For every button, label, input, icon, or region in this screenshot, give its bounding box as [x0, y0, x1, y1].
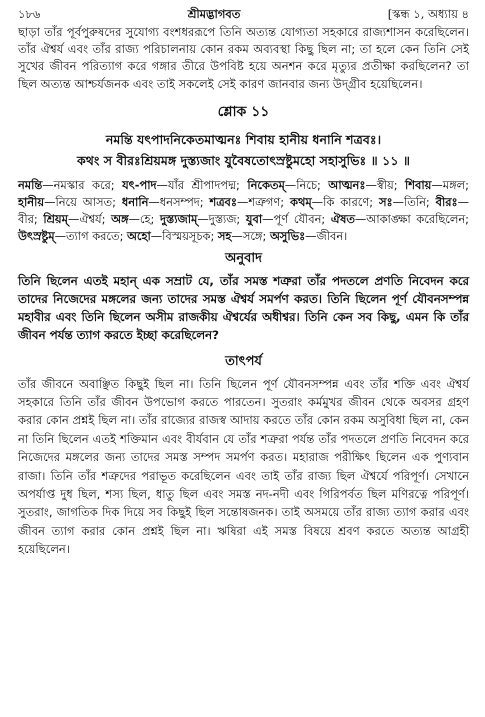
synonym-meaning: মঙ্গল [442, 177, 466, 192]
synonym-word: অসুভিঃ [269, 229, 306, 244]
synonym-word: সঃ [379, 195, 393, 210]
synonym-word: অহো [127, 229, 151, 244]
verse-line-2: কথং স বীরঃশ্রিয়মঙ্গ দুস্ত্যজাং যুবৈষতোৎস্রষ্টুমহো সহাসুভিঃ ॥ ১১ ॥ [76, 152, 411, 168]
synonyms-block: নমন্তি—নমস্কার করে; যৎ-পাদ—যাঁর শ্রীপাদপদ্ম; নিকেতম্—নিচে; আত্মনঃ—স্বীয়; শিবায়—মঙ্গল; হানীয়—নিয়ে আসত; ধনানি—ধনসম্পদ; শত্রবঃ—শত্রুগণ; কথম্—কি কারণে; সঃ—তিনি; বীরঃ—বীর; শ্রিয়ম্—ঐশ্বর্য; অঙ্গ—হে; দুস্ত্যজাম্—দুস্ত্যজ; যুবা—পূর্ণ যৌবন; ঐষত—আকাঙ্ক্ষা করেছিলেন; উৎস্রষ্টুম্—ত্যাগ করতে; অহো—বিস্ময়সূচক; সহ—সঙ্গে; অসুভিঃ—জীবন। [18, 177, 469, 244]
synonym-meaning: কি কারণে [323, 195, 370, 210]
translation-heading: অনুবাদ [225, 250, 262, 266]
synonym-word: শ্রিয়ম্ [43, 212, 68, 227]
synonym-word: উৎস্রষ্টুম্ [18, 229, 55, 244]
synonym-meaning: নিয়ে আসত [55, 195, 113, 210]
synonym-meaning: যাঁর শ্রীপাদপদ্ম [167, 177, 237, 192]
synonym-word: ধনানি [121, 195, 149, 210]
synonym-word: বীরঃ [435, 195, 458, 210]
synonym-meaning: আকাঙ্ক্ষা করেছিলেন [366, 212, 466, 227]
synonym-meaning: হে [139, 212, 151, 227]
synonym-word: অঙ্গ [111, 212, 129, 227]
synonym-word: নমন্তি [18, 177, 43, 192]
synonym-word: সহ [217, 229, 232, 244]
chapter-reference: [স্কন্ধ ১, অধ্যায় ৪ [387, 7, 469, 21]
verse-line-1: নমন্তি যৎপাদনিকেতমাত্মনঃ শিবায় হানীয় ধনানি শত্রবঃ। [105, 131, 382, 147]
synonym-meaning: ঐশ্বর্য [79, 212, 102, 227]
verse-heading: শ্লোক ১১ [217, 103, 270, 120]
synonym-word: ঐষত [330, 212, 355, 227]
synonym-word: নিকেতম্ [247, 177, 285, 192]
synonym-meaning: স্বীয় [376, 177, 394, 192]
page-header [18, 6, 469, 24]
book-title: শ্রীমদ্ভাগবত [187, 7, 241, 21]
synonym-meaning: নিচে [296, 177, 317, 192]
purport-text: তাঁর জীবনে অবাঞ্ছিত কিছুই ছিল না। তিনি ছিলেন পূর্ণ যৌবনসম্পন্ন এবং তাঁর শক্তি এবং ঐশ্বর্য সহকারে তিনি তাঁর জীবন উপভোগ করতে পারতেন। সুতরাং কর্মমুখর জীবন থেকে অবসর গ্রহণ করার কোন প্রশ্নই ছিল না। তাঁর রাজ্যের রাজস্ব আদায় করতে তাঁর কোন রকম অসুবিধা ছিল না, কেন না তিনি ছিলেন এতই শক্তিমান এবং বীর্যবান যে তাঁর শত্রুরা পর্যন্ত তাঁর পদতলে প্রণতি নিবেদন করে নিজেদের মঙ্গলের জন্য তাদের সমস্ত সম্পদ সমর্পণ করত। মহারাজ পরীক্ষিৎ ছিলেন এক পুণ্যবান রাজা। তিনি তাঁর শত্রুদের পরাভূত করেছিলেন এবং তাই তাঁর রাজ্য ছিল ঐশ্বর্যে পরিপূর্ণ। সেখানে অপর্যাপ্ত দুধ ছিল, শস্য ছিল, ধাতু ছিল এবং সমস্ত নদ-নদী এবং গিরিপর্বত ছিল মণিরত্নে পরিপূর্ণ। সুতরাং, জাগতিক দিক দিয়ে সব কিছুই ছিল সন্তোষজনক। তাই অসময়ে তাঁর রাজ্য ত্যাগ করার এবং জীবন ত্যাগ করার কোন প্রশ্নই ছিল না। ঋষিরা এই সমস্ত বিষয়ে শ্রবণ করতে অত্যন্ত আগ্রহী হয়েছিলেন। [18, 376, 469, 557]
synonym-meaning: ত্যাগ করতে [65, 229, 120, 244]
synonym-meaning: তিনি [404, 195, 426, 210]
synonym-word: দুস্ত্যজাম্ [160, 212, 198, 227]
synonym-meaning: দুস্ত্যজ [208, 212, 237, 227]
synonym-meaning: নমস্কার করে [53, 177, 111, 192]
synonym-meaning: শত্রুগণ [248, 195, 281, 210]
synonym-word: হানীয় [18, 195, 45, 210]
purport-heading: তাৎপর্য [225, 353, 262, 369]
synonym-meaning: বিস্ময়সূচক [162, 229, 211, 244]
synonym-word: যুবা [245, 212, 263, 227]
synonym-meaning: বীর [18, 212, 34, 227]
synonym-meaning: সঙ্গে [242, 229, 263, 244]
synonym-meaning: পূর্ণ যৌবন [273, 212, 322, 227]
intro-paragraph: ছাড়া তাঁর পূর্বপুরুষদের সুযোগ্য বংশধররূপে তিনি অত্যন্ত যোগ্যতা সহকারে রাজ্যশাসন করেছিলেন। তাঁর ঐশ্বর্য এবং তাঁর রাজ্য পরিচালনায় কোন রকম অব্যবস্থা কিছু ছিল না; তা হলে কেন তিনি সেই সুখের জীবন পরিত্যাগ করে গঙ্গার তীরে উপবিষ্ট হয়ে অনশন করে মৃত্যুর প্রতীক্ষা করছিলেন? তা ছিল অত্যন্ত আশ্চর্যজনক এবং তাই সকলেই সেই কারণ জানবার জন্য উদ্গ্রীব হয়েছিলেন। [18, 25, 469, 91]
synonym-word: আত্মনঃ [328, 177, 366, 192]
translation-text: তিনি ছিলেন এতই মহান্ এক সম্রাট যে, তাঁর সমস্ত শত্রুরা তাঁর পদতলে প্রণতি নিবেদন করে তাদের নিজেদের মঙ্গলের জন্য তাদের সমস্ত ঐশ্বর্য সমর্পণ করত। তিনি ছিলেন পূর্ণ যৌবনসম্পন্ন মহাবীর এবং তিনি ছিলেন অসীম রাজকীয় ঐশ্বর্যের অধীশ্বর। তিনি কেন সব কিছু, এমন কি তাঁর জীবন পর্যন্ত ত্যাগ করতে ইচ্ছা করেছিলেন? [18, 273, 469, 342]
synonym-word: শত্রবঃ [209, 195, 237, 210]
synonym-word: শিবায় [405, 177, 432, 192]
synonym-meaning: জীবন [316, 229, 344, 244]
synonym-word: যৎ-পাদ [122, 177, 157, 192]
page-number: ১৮৬ [18, 7, 41, 21]
synonym-meaning: ধনসম্পদ [159, 195, 200, 210]
synonym-word: কথম্ [290, 195, 312, 210]
